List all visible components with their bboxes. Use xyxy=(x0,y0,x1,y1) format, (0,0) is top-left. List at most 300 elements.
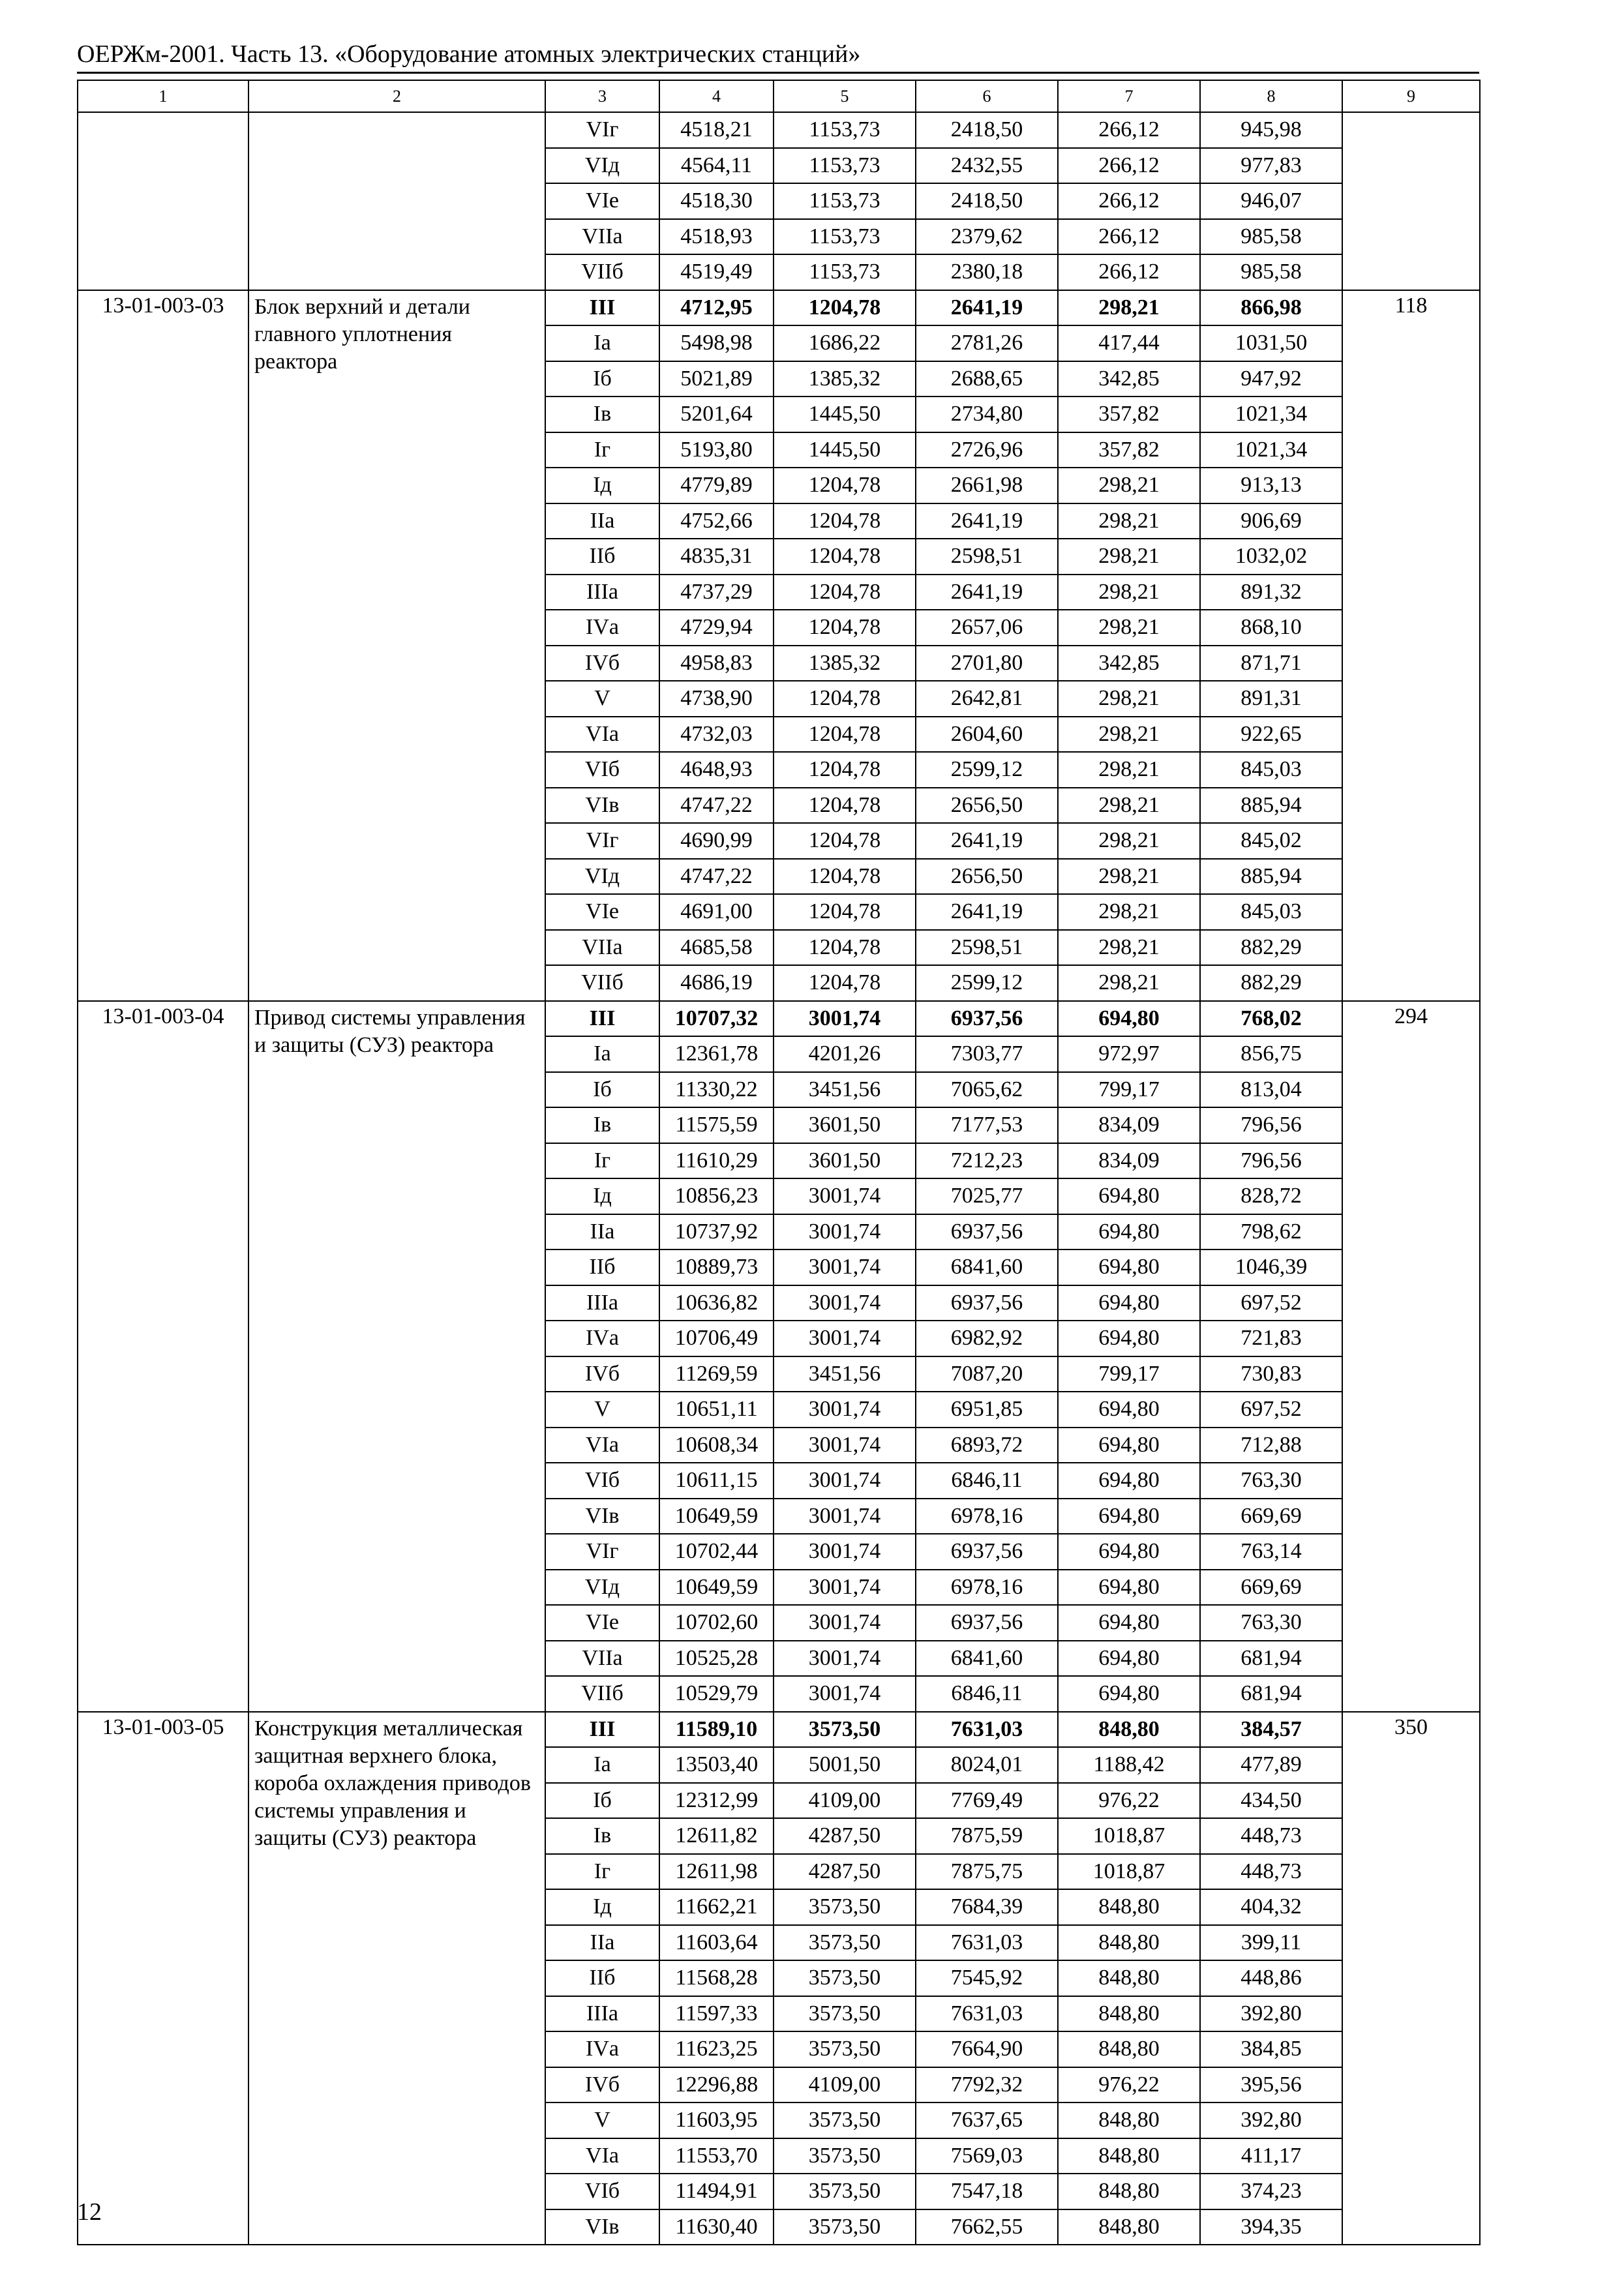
machine-operation: 6982,92 xyxy=(916,1321,1058,1356)
operator-wages: 694,80 xyxy=(1058,1605,1200,1641)
machine-operation: 6978,16 xyxy=(916,1570,1058,1606)
operator-wages: 694,80 xyxy=(1058,1676,1200,1712)
zone-code: Iв xyxy=(545,396,659,432)
machine-operation: 2661,98 xyxy=(916,468,1058,503)
zone-code: VIб xyxy=(545,2174,659,2209)
total-cost: 10529,79 xyxy=(659,1676,774,1712)
machine-operation: 2701,80 xyxy=(916,646,1058,681)
operator-wages: 1188,42 xyxy=(1058,1747,1200,1783)
total-cost: 4518,30 xyxy=(659,183,774,219)
wages: 3573,50 xyxy=(774,2031,916,2067)
total-cost: 10737,92 xyxy=(659,1214,774,1250)
wages: 3573,50 xyxy=(774,2174,916,2209)
machine-operation: 2641,19 xyxy=(916,894,1058,930)
materials: 885,94 xyxy=(1200,788,1342,824)
item-code: 13-01-003-03 xyxy=(78,290,248,1001)
wages: 1204,78 xyxy=(774,539,916,575)
zone-code: Iа xyxy=(545,1036,659,1072)
machine-operation: 2656,50 xyxy=(916,788,1058,824)
operator-wages: 266,12 xyxy=(1058,219,1200,255)
machine-operation: 7631,03 xyxy=(916,1712,1058,1748)
operator-wages: 417,44 xyxy=(1058,325,1200,361)
total-cost: 11623,25 xyxy=(659,2031,774,2067)
machine-operation: 6937,56 xyxy=(916,1001,1058,1037)
materials: 1032,02 xyxy=(1200,539,1342,575)
materials: 891,31 xyxy=(1200,681,1342,717)
zone-code: VIв xyxy=(545,788,659,824)
materials: 856,75 xyxy=(1200,1036,1342,1072)
materials: 411,17 xyxy=(1200,2138,1342,2174)
materials: 399,11 xyxy=(1200,1925,1342,1961)
machine-operation: 7684,39 xyxy=(916,1889,1058,1925)
materials: 891,32 xyxy=(1200,575,1342,610)
materials: 697,52 xyxy=(1200,1392,1342,1428)
machine-operation: 7875,75 xyxy=(916,1854,1058,1890)
total-cost: 10611,15 xyxy=(659,1463,774,1499)
materials: 1021,34 xyxy=(1200,396,1342,432)
total-cost: 12312,99 xyxy=(659,1783,774,1819)
labor-cost: 118 xyxy=(1342,290,1480,1001)
table-row xyxy=(78,112,1480,148)
item-code: 13-01-003-04 xyxy=(78,1001,248,1712)
wages: 1204,78 xyxy=(774,823,916,859)
zone-code: VIб xyxy=(545,1463,659,1499)
materials: 945,98 xyxy=(1200,112,1342,148)
machine-operation: 6893,72 xyxy=(916,1428,1058,1463)
operator-wages: 342,85 xyxy=(1058,646,1200,681)
machine-operation: 2781,26 xyxy=(916,325,1058,361)
machine-operation: 2598,51 xyxy=(916,930,1058,966)
column-number: 7 xyxy=(1058,80,1200,112)
zone-code: IVб xyxy=(545,646,659,681)
materials: 798,62 xyxy=(1200,1214,1342,1250)
wages: 3001,74 xyxy=(774,1605,916,1641)
item-code: 13-01-003-05 xyxy=(78,1712,248,2245)
zone-code: VIг xyxy=(545,823,659,859)
total-cost: 11575,59 xyxy=(659,1107,774,1143)
column-number: 4 xyxy=(659,80,774,112)
operator-wages: 694,80 xyxy=(1058,1641,1200,1677)
total-cost: 5193,80 xyxy=(659,432,774,468)
materials: 985,58 xyxy=(1200,219,1342,255)
operator-wages: 266,12 xyxy=(1058,148,1200,184)
machine-operation: 7177,53 xyxy=(916,1107,1058,1143)
zone-code: V xyxy=(545,681,659,717)
zone-code: IVа xyxy=(545,610,659,646)
total-cost: 10889,73 xyxy=(659,1249,774,1285)
header-rule xyxy=(77,72,1479,74)
zone-code: VIв xyxy=(545,2209,659,2245)
zone-code: VIа xyxy=(545,717,659,753)
zone-code: IIIа xyxy=(545,1285,659,1321)
total-cost: 4779,89 xyxy=(659,468,774,503)
total-cost: 11603,64 xyxy=(659,1925,774,1961)
wages: 3573,50 xyxy=(774,1712,916,1748)
materials: 763,30 xyxy=(1200,1463,1342,1499)
machine-operation: 7545,92 xyxy=(916,1960,1058,1996)
materials: 392,80 xyxy=(1200,1996,1342,2032)
materials: 384,85 xyxy=(1200,2031,1342,2067)
zone-code: Iб xyxy=(545,1783,659,1819)
total-cost: 12611,98 xyxy=(659,1854,774,1890)
item-name: Блок верхний и детали главного уплотнения реактора xyxy=(248,290,545,1001)
machine-operation: 7792,32 xyxy=(916,2067,1058,2103)
total-cost: 10702,44 xyxy=(659,1534,774,1570)
operator-wages: 834,09 xyxy=(1058,1143,1200,1179)
operator-wages: 848,80 xyxy=(1058,1889,1200,1925)
wages: 3601,50 xyxy=(774,1107,916,1143)
total-cost: 12361,78 xyxy=(659,1036,774,1072)
wages: 3001,74 xyxy=(774,1499,916,1534)
wages: 4287,50 xyxy=(774,1854,916,1890)
zone-code: Iа xyxy=(545,1747,659,1783)
zone-code: IVа xyxy=(545,1321,659,1356)
wages: 1445,50 xyxy=(774,432,916,468)
operator-wages: 266,12 xyxy=(1058,112,1200,148)
zone-code: VIе xyxy=(545,1605,659,1641)
zone-code: IVб xyxy=(545,2067,659,2103)
materials: 712,88 xyxy=(1200,1428,1342,1463)
operator-wages: 694,80 xyxy=(1058,1249,1200,1285)
total-cost: 5021,89 xyxy=(659,361,774,397)
total-cost: 4690,99 xyxy=(659,823,774,859)
zone-code: IIа xyxy=(545,503,659,539)
materials: 394,35 xyxy=(1200,2209,1342,2245)
operator-wages: 298,21 xyxy=(1058,788,1200,824)
wages: 1204,78 xyxy=(774,575,916,610)
zone-code: III xyxy=(545,290,659,326)
operator-wages: 799,17 xyxy=(1058,1072,1200,1108)
materials: 681,94 xyxy=(1200,1641,1342,1677)
total-cost: 11553,70 xyxy=(659,2138,774,2174)
operator-wages: 298,21 xyxy=(1058,681,1200,717)
zone-code: VIа xyxy=(545,2138,659,2174)
operator-wages: 694,80 xyxy=(1058,1285,1200,1321)
total-cost: 4564,11 xyxy=(659,148,774,184)
materials: 374,23 xyxy=(1200,2174,1342,2209)
machine-operation: 2734,80 xyxy=(916,396,1058,432)
materials: 977,83 xyxy=(1200,148,1342,184)
wages: 1204,78 xyxy=(774,610,916,646)
operator-wages: 834,09 xyxy=(1058,1107,1200,1143)
total-cost: 11610,29 xyxy=(659,1143,774,1179)
zone-code: VIIа xyxy=(545,219,659,255)
wages: 1385,32 xyxy=(774,646,916,681)
zone-code: VIв xyxy=(545,1499,659,1534)
wages: 1204,78 xyxy=(774,752,916,788)
operator-wages: 976,22 xyxy=(1058,2067,1200,2103)
zone-code: III xyxy=(545,1712,659,1748)
operator-wages: 848,80 xyxy=(1058,2138,1200,2174)
wages: 3573,50 xyxy=(774,1889,916,1925)
total-cost: 11589,10 xyxy=(659,1712,774,1748)
machine-operation: 7212,23 xyxy=(916,1143,1058,1179)
materials: 868,10 xyxy=(1200,610,1342,646)
wages: 3001,74 xyxy=(774,1285,916,1321)
total-cost: 11269,59 xyxy=(659,1356,774,1392)
operator-wages: 848,80 xyxy=(1058,1712,1200,1748)
total-cost: 4685,58 xyxy=(659,930,774,966)
item-code xyxy=(78,112,248,290)
column-number: 6 xyxy=(916,80,1058,112)
total-cost: 10649,59 xyxy=(659,1499,774,1534)
wages: 3451,56 xyxy=(774,1072,916,1108)
operator-wages: 266,12 xyxy=(1058,254,1200,290)
materials: 763,14 xyxy=(1200,1534,1342,1570)
wages: 3001,74 xyxy=(774,1321,916,1356)
wages: 3573,50 xyxy=(774,1925,916,1961)
wages: 1153,73 xyxy=(774,254,916,290)
zone-code: IIIа xyxy=(545,1996,659,2032)
wages: 4109,00 xyxy=(774,2067,916,2103)
machine-operation: 7769,49 xyxy=(916,1783,1058,1819)
table-row xyxy=(78,1001,1480,1037)
zone-code: VIIб xyxy=(545,1676,659,1712)
total-cost: 11597,33 xyxy=(659,1996,774,2032)
table-body xyxy=(78,80,1480,2245)
materials: 845,03 xyxy=(1200,752,1342,788)
document-header: ОЕРЖм-2001. Часть 13. «Оборудование атомных электрических станций» xyxy=(77,40,861,68)
materials: 392,80 xyxy=(1200,2102,1342,2138)
total-cost: 5498,98 xyxy=(659,325,774,361)
column-number: 3 xyxy=(545,80,659,112)
materials: 882,29 xyxy=(1200,965,1342,1001)
machine-operation: 7662,55 xyxy=(916,2209,1058,2245)
labor-cost xyxy=(1342,112,1480,290)
wages: 3001,74 xyxy=(774,1534,916,1570)
materials: 796,56 xyxy=(1200,1107,1342,1143)
column-number: 5 xyxy=(774,80,916,112)
zone-code: Iб xyxy=(545,361,659,397)
operator-wages: 848,80 xyxy=(1058,2102,1200,2138)
wages: 3573,50 xyxy=(774,2102,916,2138)
machine-operation: 7025,77 xyxy=(916,1178,1058,1214)
operator-wages: 694,80 xyxy=(1058,1499,1200,1534)
wages: 4287,50 xyxy=(774,1818,916,1854)
machine-operation: 6937,56 xyxy=(916,1605,1058,1641)
column-number: 1 xyxy=(78,80,248,112)
column-number-row xyxy=(78,80,1480,112)
operator-wages: 694,80 xyxy=(1058,1392,1200,1428)
materials: 434,50 xyxy=(1200,1783,1342,1819)
operator-wages: 298,21 xyxy=(1058,752,1200,788)
wages: 3573,50 xyxy=(774,2138,916,2174)
zone-code: III xyxy=(545,1001,659,1037)
machine-operation: 2432,55 xyxy=(916,148,1058,184)
wages: 1204,78 xyxy=(774,468,916,503)
machine-operation: 2656,50 xyxy=(916,859,1058,895)
materials: 845,03 xyxy=(1200,894,1342,930)
total-cost: 4732,03 xyxy=(659,717,774,753)
zone-code: Iд xyxy=(545,468,659,503)
zone-code: IVб xyxy=(545,1356,659,1392)
machine-operation: 6937,56 xyxy=(916,1214,1058,1250)
zone-code: Iг xyxy=(545,432,659,468)
total-cost: 12296,88 xyxy=(659,2067,774,2103)
total-cost: 4835,31 xyxy=(659,539,774,575)
materials: 796,56 xyxy=(1200,1143,1342,1179)
zone-code: Iв xyxy=(545,1818,659,1854)
wages: 3001,74 xyxy=(774,1676,916,1712)
materials: 730,83 xyxy=(1200,1356,1342,1392)
operator-wages: 298,21 xyxy=(1058,575,1200,610)
zone-code: VIд xyxy=(545,148,659,184)
materials: 448,86 xyxy=(1200,1960,1342,1996)
wages: 1204,78 xyxy=(774,717,916,753)
machine-operation: 2418,50 xyxy=(916,183,1058,219)
materials: 404,32 xyxy=(1200,1889,1342,1925)
materials: 946,07 xyxy=(1200,183,1342,219)
zone-code: IVа xyxy=(545,2031,659,2067)
total-cost: 10649,59 xyxy=(659,1570,774,1606)
materials: 813,04 xyxy=(1200,1072,1342,1108)
operator-wages: 342,85 xyxy=(1058,361,1200,397)
materials: 448,73 xyxy=(1200,1854,1342,1890)
machine-operation: 7631,03 xyxy=(916,1996,1058,2032)
materials: 885,94 xyxy=(1200,859,1342,895)
operator-wages: 266,12 xyxy=(1058,183,1200,219)
operator-wages: 694,80 xyxy=(1058,1463,1200,1499)
zone-code: VIд xyxy=(545,859,659,895)
materials: 681,94 xyxy=(1200,1676,1342,1712)
materials: 477,89 xyxy=(1200,1747,1342,1783)
materials: 906,69 xyxy=(1200,503,1342,539)
wages: 3001,74 xyxy=(774,1178,916,1214)
wages: 4109,00 xyxy=(774,1783,916,1819)
total-cost: 11630,40 xyxy=(659,2209,774,2245)
operator-wages: 848,80 xyxy=(1058,1925,1200,1961)
price-table xyxy=(77,80,1481,2245)
materials: 913,13 xyxy=(1200,468,1342,503)
wages: 1153,73 xyxy=(774,183,916,219)
machine-operation: 2726,96 xyxy=(916,432,1058,468)
machine-operation: 6846,11 xyxy=(916,1676,1058,1712)
zone-code: VIа xyxy=(545,1428,659,1463)
wages: 1385,32 xyxy=(774,361,916,397)
item-name: Привод системы управления и защиты (СУЗ) реактора xyxy=(248,1001,545,1712)
machine-operation: 2379,62 xyxy=(916,219,1058,255)
total-cost: 4518,21 xyxy=(659,112,774,148)
wages: 3001,74 xyxy=(774,1641,916,1677)
zone-code: VIIа xyxy=(545,930,659,966)
wages: 1204,78 xyxy=(774,681,916,717)
zone-code: Iг xyxy=(545,1143,659,1179)
wages: 3001,74 xyxy=(774,1249,916,1285)
zone-code: VIг xyxy=(545,1534,659,1570)
operator-wages: 1018,87 xyxy=(1058,1818,1200,1854)
wages: 3573,50 xyxy=(774,1960,916,1996)
operator-wages: 357,82 xyxy=(1058,432,1200,468)
operator-wages: 1018,87 xyxy=(1058,1854,1200,1890)
zone-code: IIа xyxy=(545,1214,659,1250)
total-cost: 11494,91 xyxy=(659,2174,774,2209)
machine-operation: 7569,03 xyxy=(916,2138,1058,2174)
machine-operation: 7631,03 xyxy=(916,1925,1058,1961)
total-cost: 11568,28 xyxy=(659,1960,774,1996)
wages: 1445,50 xyxy=(774,396,916,432)
operator-wages: 799,17 xyxy=(1058,1356,1200,1392)
materials: 721,83 xyxy=(1200,1321,1342,1356)
operator-wages: 298,21 xyxy=(1058,859,1200,895)
wages: 1204,78 xyxy=(774,965,916,1001)
page-number: 12 xyxy=(77,2198,102,2226)
operator-wages: 298,21 xyxy=(1058,717,1200,753)
machine-operation: 7065,62 xyxy=(916,1072,1058,1108)
machine-operation: 6978,16 xyxy=(916,1499,1058,1534)
operator-wages: 848,80 xyxy=(1058,2174,1200,2209)
total-cost: 11330,22 xyxy=(659,1072,774,1108)
wages: 3001,74 xyxy=(774,1428,916,1463)
wages: 1153,73 xyxy=(774,148,916,184)
total-cost: 4958,83 xyxy=(659,646,774,681)
machine-operation: 7637,65 xyxy=(916,2102,1058,2138)
operator-wages: 298,21 xyxy=(1058,965,1200,1001)
labor-cost: 350 xyxy=(1342,1712,1480,2245)
operator-wages: 298,21 xyxy=(1058,610,1200,646)
operator-wages: 298,21 xyxy=(1058,930,1200,966)
operator-wages: 298,21 xyxy=(1058,894,1200,930)
total-cost: 4738,90 xyxy=(659,681,774,717)
wages: 4201,26 xyxy=(774,1036,916,1072)
zone-code: VIе xyxy=(545,894,659,930)
materials: 882,29 xyxy=(1200,930,1342,966)
materials: 384,57 xyxy=(1200,1712,1342,1748)
zone-code: Iв xyxy=(545,1107,659,1143)
machine-operation: 7087,20 xyxy=(916,1356,1058,1392)
zone-code: V xyxy=(545,1392,659,1428)
machine-operation: 2641,19 xyxy=(916,503,1058,539)
machine-operation: 2688,65 xyxy=(916,361,1058,397)
wages: 3001,74 xyxy=(774,1570,916,1606)
wages: 3001,74 xyxy=(774,1392,916,1428)
machine-operation: 2599,12 xyxy=(916,752,1058,788)
column-number: 8 xyxy=(1200,80,1342,112)
total-cost: 10856,23 xyxy=(659,1178,774,1214)
materials: 1031,50 xyxy=(1200,325,1342,361)
operator-wages: 694,80 xyxy=(1058,1321,1200,1356)
operator-wages: 694,80 xyxy=(1058,1001,1200,1037)
machine-operation: 2641,19 xyxy=(916,575,1058,610)
total-cost: 12611,82 xyxy=(659,1818,774,1854)
materials: 828,72 xyxy=(1200,1178,1342,1214)
materials: 395,56 xyxy=(1200,2067,1342,2103)
operator-wages: 848,80 xyxy=(1058,1960,1200,1996)
zone-code: V xyxy=(545,2102,659,2138)
materials: 669,69 xyxy=(1200,1570,1342,1606)
operator-wages: 298,21 xyxy=(1058,503,1200,539)
machine-operation: 2598,51 xyxy=(916,539,1058,575)
materials: 985,58 xyxy=(1200,254,1342,290)
machine-operation: 6937,56 xyxy=(916,1534,1058,1570)
machine-operation: 6951,85 xyxy=(916,1392,1058,1428)
machine-operation: 7547,18 xyxy=(916,2174,1058,2209)
materials: 669,69 xyxy=(1200,1499,1342,1534)
operator-wages: 848,80 xyxy=(1058,2209,1200,2245)
total-cost: 4747,22 xyxy=(659,788,774,824)
zone-code: VIе xyxy=(545,183,659,219)
wages: 1204,78 xyxy=(774,788,916,824)
machine-operation: 6846,11 xyxy=(916,1463,1058,1499)
total-cost: 5201,64 xyxy=(659,396,774,432)
wages: 3573,50 xyxy=(774,1996,916,2032)
wages: 1204,78 xyxy=(774,894,916,930)
materials: 866,98 xyxy=(1200,290,1342,326)
operator-wages: 848,80 xyxy=(1058,2031,1200,2067)
operator-wages: 694,80 xyxy=(1058,1214,1200,1250)
zone-code: VIд xyxy=(545,1570,659,1606)
materials: 922,65 xyxy=(1200,717,1342,753)
total-cost: 13503,40 xyxy=(659,1747,774,1783)
